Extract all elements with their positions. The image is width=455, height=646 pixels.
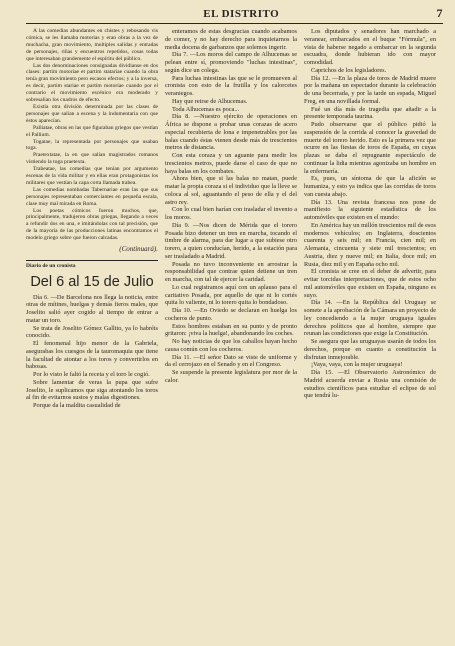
paragraph: Día 14. —En la República del Uruguay se somete a la aprobación de la Cámara un proyecto de ley concediendo a la mujer uruguaya iguales derechos políticos que al hombre, siempre que reunan las condiciones que exige la Constitución.	[304, 299, 436, 338]
page-header	[26, 6, 443, 21]
paragraph: Los diputados y senadores han marchado a veranear, embarcados en el buque "Fórmula", en vista de haberse negado a embarcar en la segunda escuadra, donde hubieran ido con mayor comodidad.	[304, 28, 436, 66]
paragraph: Con esta coraza y un aguante para medir los trescientos metros, puede darse el caso de que no haya balas en los combates.	[165, 152, 297, 175]
paragraph: El fenomenal hijo menor de la Gabriela, asegurabas los cuesgos de la tauromaquia que tiene la facultad de atontar a los toros y convertirlos en babosas.	[26, 340, 158, 371]
paragraph: Hay que reirse de Alhucemas.	[172, 97, 248, 105]
paragraph: A las comedias abundantes en chistes y rebosando vis cómica, se les llamaba motorias y eran obras a la vez de muchacha, gran movimiento, multiples salidas y entradas de personajes, riñas y encuentros repetidos, cosas todas que interesaban grandemente el espíritu del público.	[26, 28, 158, 62]
paragraph: Las comedias nombadas Tabernariae eran las que sus personajes representaban comerciantes en pequeña escala, clase muy mal mirada en Roma.	[26, 186, 158, 207]
column-3	[304, 28, 436, 646]
paragraph: Sobre lamentar de veras la pupa que sufre Joselito, le suplicamos que siga atontando los toros al fin de evitarnos sustos y malas digestiones.	[26, 378, 158, 402]
columns	[26, 28, 443, 646]
paragraph: Se trata de Joselito Gómez Gallito, ya lo habréis conocido.	[26, 324, 158, 340]
paragraph: Día 11. —El señor Dato se viste de uniforme y da el cerrojazo en el Senado y en el Congreso.	[165, 353, 297, 369]
paragraph: Palliatae, obras en las que figuraban griegos que vestían el Pallium.	[26, 124, 158, 138]
header-rule	[26, 23, 443, 24]
paragraph: Día 6. —De Barcelona nos llega la noticia, entre otras de mítines, huelgas y demás fieros males, que Joselito salió ayer cogido al tiempo de entrar a matar un toro.	[26, 293, 158, 324]
section-label: Diario de un cronista	[26, 262, 76, 269]
paragraph: Praetextatae, la en que salían magistrados romanos vistiendo la toga praetexta.	[26, 152, 158, 166]
column-2	[165, 28, 297, 646]
paragraph: Porque da la maldita casualidad de	[33, 402, 121, 410]
section-headline: Del 6 al 15 de Julio	[30, 273, 154, 290]
paragraph: Día 10. —En Oviedo se declaran en huelga los cocheros de punto.	[165, 307, 297, 322]
paragraph: Posada no tuvo inconveniente en arrostrar la responsabilidad que contrae quien detiene un tren en marcha, con tal de ejercer la caridad.	[165, 260, 297, 283]
paragraph: Togatae, la representada por personajes que usaban toga.	[26, 138, 158, 152]
paragraph: El cronista se cree en el deber de advertir, para evitar torcidas interpretaciones, que de estos ocho mil automóviles que existen en España, ninguno es suyo.	[304, 268, 436, 299]
paragraph: Fué un día más de tragedia que añadir a la presente temporada taurina.	[304, 105, 436, 121]
paragraph: Existía otra división determinada por las clases de personajes que salían a escena y la indumentaria con que éstos aparecían.	[26, 103, 158, 124]
paragraph: Día 8. —Nuestro ejército de operaciones en África se dispone a probar unas corazas de acero especial recubierta de lona e impenetrables por las balas cuando éstas vienen desde más de trescientos metros de distancia.	[165, 113, 297, 152]
paragraph: Toda Alhucemas es poca...	[172, 105, 240, 113]
newspaper-title: EL DISTRITO	[203, 8, 280, 20]
paragraph: No hay noticias de que los caballos hayan hecho causa común con los cocheros.	[165, 338, 297, 353]
paragraph: Se suspende la presente legislatura por mor de la calor.	[165, 369, 297, 384]
paragraph: ¡Vaya, vaya, con la mujer uruguaya!	[311, 361, 403, 369]
section-rule	[26, 260, 158, 261]
paragraph: Día 15. —El Observatorio Astronómico de Madrid acuerda enviar a Rusia una comisión de estudios científicos para estudiar el eclipse de sol que tendrá lu-	[304, 369, 436, 400]
paragraph: Día 13. Una revista francesa nos pone de manifiesto la siguiente estadística de los automóviles que existen en el mundo:	[304, 198, 436, 221]
paragraph: Ahora bien, que si las balas no matan, puede matar la propia coraza si el individuo que la lleve se coloca al sol, aguantando el peso de ella y el del astro rey.	[165, 175, 297, 206]
paragraph: Los poetas cómicos fueron muchos, que, principalmente, tradujeron obras griegas, llegando a veces a refundir dos en una, e imitándolas con tal precisión, que de la mayoría de las producciones latinas encontramos el modelo griego sobre que fueron calcadas.	[26, 207, 158, 242]
column-1	[26, 28, 158, 646]
paragraph: Día 12. —En la plaza de toros de Madrid muere por la mañana un espectador durante la celebración de una becerrada, y por la tarde un espada, Miguel Freg, en una novillada formal.	[304, 74, 436, 105]
paragraph: Día 9. —Nos dicen de Mérida que el torero Posada bizo detener un tren en marcha, tocando el timbre de alarma, para dar lugar a que subiese otro torero, a quien conducían, herido, a la estación para ser trasladado a Madrid.	[165, 221, 297, 260]
paragraph: Es, pues, un síntoma de que la afición se humaniza, y esto ya indica que las corridas de toros van cuesta abajo.	[304, 175, 436, 198]
paragraph: Lo cual registramos aquí con un aplauso para el caritativo Posada, por aquello de que ni lo cortés quita lo valiente, ni lo torero quita lo bondadoso.	[165, 283, 297, 307]
paragraph: Pudo observarse que el público pidió la suspensión de la corrida al conocer la gravedad de muerte del torero herido. Esto es la primera vez que ocurre en las fiestas de toros de España, en cuyas plazas se daba el repugnante espectáculo de continuar la lidia mientras agonizaba un hombre en la enfermería.	[304, 121, 436, 175]
paragraph: enteramos de estas desgracias cuando acabamos de comer, y no hay derecho para inquietarnos la media docena de garbanzos que solemos ingerir.	[165, 28, 297, 51]
page-number: 7	[436, 6, 443, 20]
paragraph: Día 7. —Los moros del campo de Alhucemas se pelean entre sí, promoviendo "luchas intestinas", según dice un colega.	[165, 51, 297, 74]
paragraph: Para luchas intestinas las que se le promueven al cronista con esto de la frutilla y los calorcetes veraniegos.	[165, 74, 297, 97]
paragraph: Se asegura que las uruguayas usarán de todos los derechos, porque en cuanto a constitución la disfrutan inmejorable.	[304, 338, 436, 361]
paragraph: Trabeatae, las comedias que tenían por argumento escenas de la vida militar y en ellas eran protagonistas los militares que vestían la capa corta llamada trabea.	[26, 166, 158, 186]
paragraph: En América hay un millón trescientos mil de esos modernos vehículos; en Inglaterra, doscientos cuarenta y seis mil; en Francia, cien mil; en Alemania, cincuenta y siete mil trescientos; en Austria, diez y nueve mil; en Italia, doce mil; en Rusia, diez mil y en España ocho mil.	[304, 221, 436, 268]
paragraph: Caprichos de los legisladores.	[311, 66, 387, 74]
paragraph: Con lo cual bien harían con trasladar el invento a los moros.	[165, 206, 297, 221]
paragraph: Estos hombres estaban en su punto y de pronto gritaron: ¡viva la huelga!, abandonando los coches.	[165, 322, 297, 338]
continued-note: (Continuará).	[119, 245, 158, 254]
paragraph: Por lo visto le faltó la receta y el toro le cogió.	[33, 371, 150, 379]
paragraph: Las dos denominaciones consignadas dividianse en dos clases: partim motoriae et partim statariae cuando la obra tenía gran movimiento pero escasos efectos; y a la inversa, es decir, partim stariae et partim motoriae cuando por el contrario el movimiento escénico era moderado y sobresalían los cuadros de efecto.	[26, 62, 158, 104]
